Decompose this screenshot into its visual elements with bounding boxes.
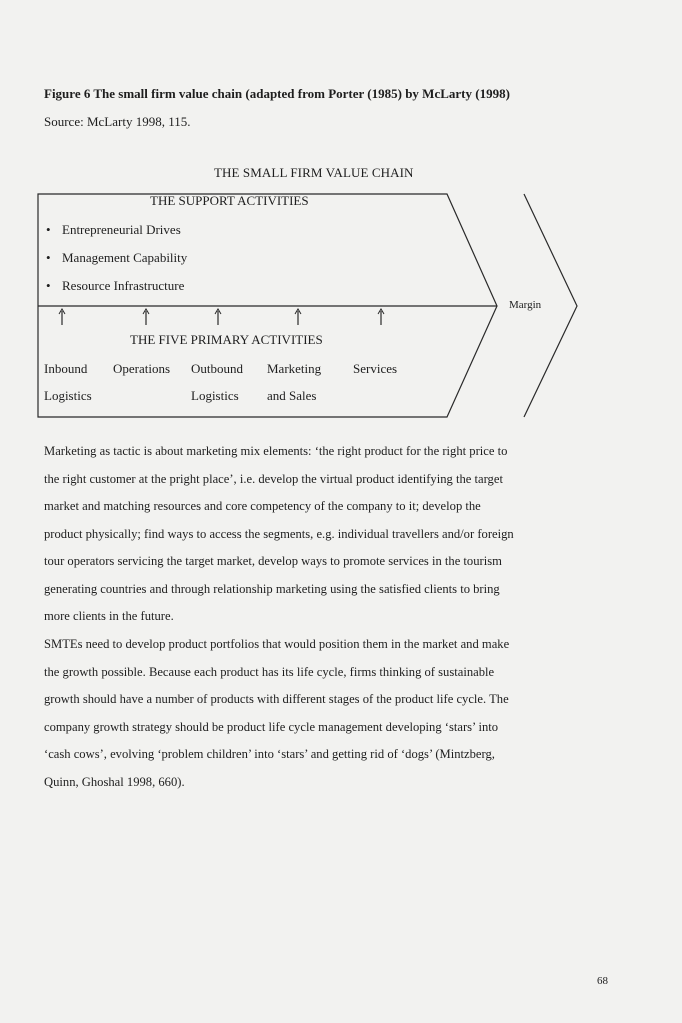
primary-activity-services: Services: [353, 361, 398, 376]
primary-activity-operations: Operations: [113, 361, 171, 376]
primary-activity-outbound-logistics: Outbound Logistics: [191, 361, 243, 403]
figure-caption: Figure 6 The small firm value chain (adapted from Porter (1985) by McLarty (1998): [44, 86, 510, 101]
primary-activity-inbound-logistics: Inbound Logistics: [44, 361, 92, 403]
margin-label: Margin: [509, 299, 542, 311]
activity-arrows: [62, 311, 381, 325]
paragraph-marketing-tactic: Marketing as tactic is about marketing mix elements: ‘the right product for the right price to the right customer at the pright place’, i.e. develop the virtual product identifying the target market and matching resources and core competency of the company to it; develop the product physically; find ways to access the segments, e.g. individual travellers and/or foreign tour operators servicing the target market, develop ways to promote services in the tourism generating countries and through relationship marketing using the satisfied clients to bring more clients in the future.: [44, 444, 514, 623]
paragraph-smte-portfolios: SMTEs need to develop product portfolios that would position them in the market and make the growth possible. Because each product has its life cycle, firms thinking of sustainable growth should have a number of products with different stages of the product life cycle. The company growth strategy should be product life cycle management developing ‘stars’ into ‘cash cows’, evolving ‘problem children’ into ‘stars’ and getting rid of ‘dogs’ (Mintzberg, Quinn, Ghoshal 1998, 660).: [44, 637, 510, 789]
figure-source: Source: McLarty 1998, 115.: [44, 114, 191, 129]
support-item: • Entrepreneurial Drives: [46, 222, 181, 237]
support-activities-heading: THE SUPPORT ACTIVITIES: [150, 193, 309, 208]
arrow-heads: [59, 309, 384, 314]
page-number: 68: [597, 975, 608, 987]
primary-activity-marketing-sales: Marketing and Sales: [267, 361, 322, 403]
support-item: • Resource Infrastructure: [46, 278, 185, 293]
support-item: • Management Capability: [46, 250, 188, 265]
value-chain-title: THE SMALL FIRM VALUE CHAIN: [214, 165, 414, 180]
primary-activities-heading: THE FIVE PRIMARY ACTIVITIES: [130, 332, 323, 347]
